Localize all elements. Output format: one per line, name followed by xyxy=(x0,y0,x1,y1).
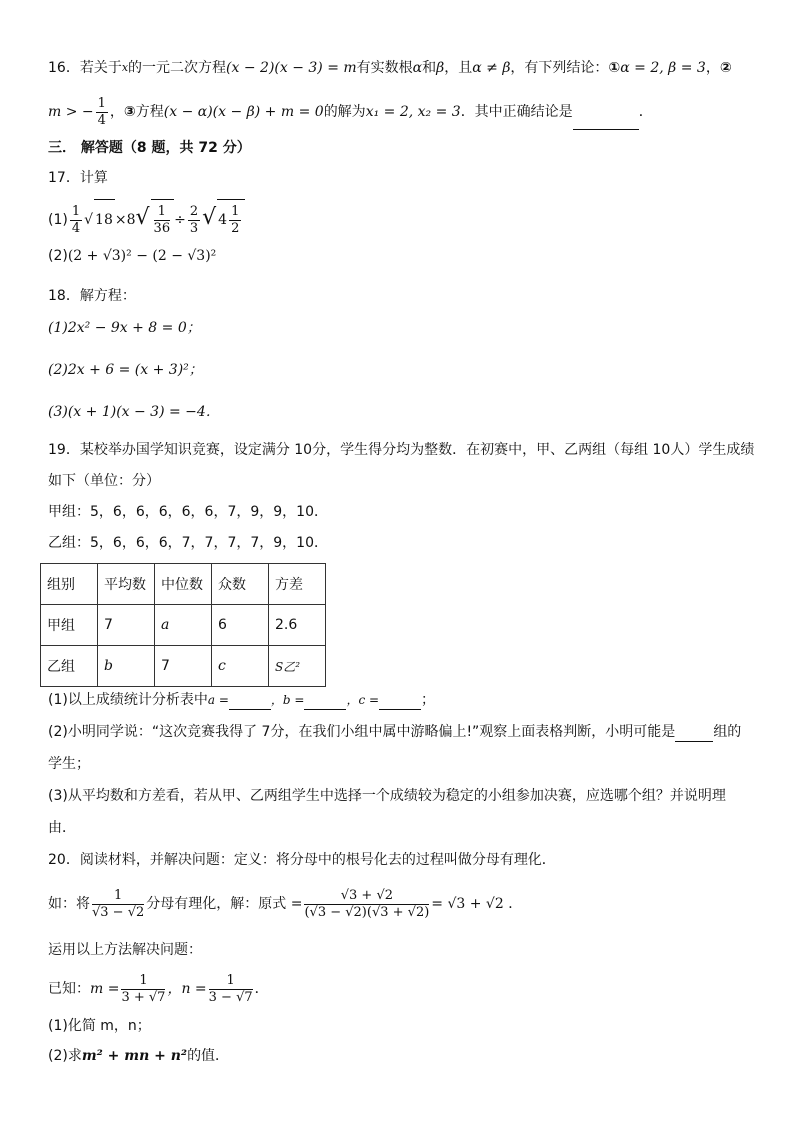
q18-part2: (2)2x + 6 = (x + 3)²； xyxy=(48,362,203,378)
q19-score-table xyxy=(40,563,326,687)
q17-part1-label: (1) xyxy=(48,212,68,228)
q20-intro: 20．阅读材料，并解决问题：定义：将分母中的根号化去的过程叫做分母有理化． xyxy=(48,852,556,868)
q20-m-den: 3 + √7 xyxy=(121,989,166,1005)
q16-number: 16． xyxy=(48,60,80,76)
q17-frac-1 xyxy=(70,204,82,237)
table-cell: c xyxy=(212,646,269,687)
q17-mixed-den: 2 xyxy=(231,220,240,236)
q19-intro-line1: 19．某校举办国学知识竞赛，设定满分 10分，学生得分均为整数．在初赛中，甲、乙两组（每组 10人）学生成绩 xyxy=(48,442,755,458)
q20-m-num: 1 xyxy=(121,973,165,990)
q17-part2 xyxy=(48,246,216,266)
q18-heading: 18．解方程： xyxy=(48,288,136,304)
q16-alpha: α xyxy=(412,60,423,76)
table-cell: 甲组 xyxy=(41,605,98,646)
q16-frac-num: 1 xyxy=(97,95,106,111)
q19-blank-c[interactable] xyxy=(379,709,421,710)
q16-text: 和 xyxy=(422,60,437,76)
table-header-cell: 组别 xyxy=(41,564,98,605)
q16-line1: 16．若关于$^x$的一元二次方程(x − 2)(x − 3) = m有实数根α和β，且α ≠ β，有下列结论：①α = 2, β = 3，② xyxy=(48,60,732,76)
q20-n-frac xyxy=(209,973,253,1006)
table-row xyxy=(41,605,326,646)
q16-period: ． xyxy=(638,104,653,120)
q16-answer-blank[interactable] xyxy=(573,129,639,130)
q20-m-frac xyxy=(121,973,165,1006)
table-header-cell: 方差 xyxy=(269,564,326,605)
q19-part3-cont: 由． xyxy=(48,820,76,836)
q17-frac-3 xyxy=(188,204,200,237)
q20-example-den-2: (√3 − √2)(√3 + √2) xyxy=(304,904,430,920)
table-cell: a xyxy=(155,605,212,646)
q20-example-text: 分母有理化，解：原式 = xyxy=(146,896,303,912)
q17-frac-1-den: 4 xyxy=(71,220,81,236)
table-header-cell: 众数 xyxy=(212,564,269,605)
q19-part2-text: (2)小明同学说：“这次竞赛我得了 7分，在我们小组中属中游略偏上!”观察上面表格判断，小明可能是 xyxy=(48,724,676,740)
q16-conclusion-3-equation: (x − α)(x − β) + m = 0 xyxy=(163,104,324,120)
q19-blank-b[interactable] xyxy=(304,709,346,710)
q16-neq: α ≠ β xyxy=(472,60,511,76)
table-row xyxy=(41,646,326,687)
q16-text: 的解为 xyxy=(323,104,366,120)
table-header-cell: 中位数 xyxy=(155,564,212,605)
q20-apply: 运用以上方法解决问题： xyxy=(48,942,202,958)
table-cell: 2.6 xyxy=(269,605,326,646)
table-cell: 7 xyxy=(98,605,155,646)
q20-example-den: √3 − √2 xyxy=(92,904,145,920)
q16-conclusion-3-solution: x₁ = 2, x₂ = 3 xyxy=(365,104,461,120)
q19-intro-line2: 如下（单位：分） xyxy=(48,473,160,489)
table-header-cell: 平均数 xyxy=(98,564,155,605)
q17-frac-1-num: 1 xyxy=(71,203,81,219)
q16-text: 的一元二次方程 xyxy=(128,60,227,76)
q20-n-lhs: ，n = xyxy=(167,981,207,997)
q17-frac-2-num: 1 xyxy=(154,204,171,221)
q20-example-frac-2 xyxy=(304,888,429,921)
q20-example-result: = √3 + √2 ． xyxy=(431,896,523,912)
q19-part3: (3)从平均数和方差看，若从甲、乙两组学生中选择一个成绩较为稳定的小组参加决赛，应选哪个组？并说明理 xyxy=(48,788,726,804)
q17-radical-18: 18 xyxy=(94,199,115,240)
q20-example-text: 如：将 xyxy=(48,896,90,912)
q17-frac-3-num: 2 xyxy=(189,203,199,219)
q19-blank-group[interactable] xyxy=(675,741,713,742)
table-cell: 乙组 xyxy=(41,646,98,687)
q19-part2 xyxy=(48,722,741,742)
q16-text: ．其中正确结论是 xyxy=(460,104,573,120)
q17-times: ×8 xyxy=(114,212,136,228)
q16-line2: m > − $\frac{1}{4}$ ，③方程(x − α)(x − β) + m = 0的解为x₁ = 2, x₂ = 3．其中正确结论是 ． xyxy=(48,94,653,130)
q17-mixed-num: 1 xyxy=(231,203,240,219)
q16-frac-den: 4 xyxy=(97,112,106,128)
table-cell: 7 xyxy=(155,646,212,687)
q20-known-end: ． xyxy=(254,981,269,997)
q17-mixed-int: 4 xyxy=(218,212,228,228)
q17-divide: ÷ xyxy=(174,212,186,228)
q19-part1-text: (1)以上成绩统计分析表中 xyxy=(48,692,208,708)
q20-example-num-2: √3 + √2 xyxy=(304,888,429,905)
q17-frac-3-den: 3 xyxy=(189,220,199,236)
q20-part2-expression: m² + mn + n² xyxy=(81,1048,188,1064)
q16-conclusion-2: m > − xyxy=(48,104,94,120)
q20-example-num: 1 xyxy=(92,888,144,905)
q19-part2-cont: 学生； xyxy=(48,756,90,772)
q20-part1: (1)化简 m，n； xyxy=(48,1018,151,1034)
q16-text: ，且 xyxy=(444,60,473,76)
q16-text: 有实数根 xyxy=(356,60,413,76)
q20-n-den: 3 − √7 xyxy=(208,989,253,1005)
q16-text: ，有下列结论： xyxy=(510,60,609,76)
q19-label-b: ，b = xyxy=(270,693,305,707)
q17-heading: 17．计算 xyxy=(48,170,108,186)
q20-part2 xyxy=(48,1046,229,1066)
q19-group-a-scores: 甲组：5，6，6，6，6，6，7，9，9，10． xyxy=(48,504,328,520)
q19-group-b-scores: 乙组：5，6，6，6，7，7，7，7，9，10． xyxy=(48,535,328,551)
q16-text: 若关于 xyxy=(79,60,122,76)
table-cell: b xyxy=(98,646,155,687)
q17-part2-expression: (2 + √3)² − (2 − √3)² xyxy=(67,248,217,264)
table-header-row xyxy=(41,564,326,605)
q20-example-frac xyxy=(92,888,144,921)
q17-part2-label: (2) xyxy=(48,248,68,264)
q17-mixed-frac xyxy=(229,204,241,237)
q20-part2-end: 的值． xyxy=(187,1048,230,1064)
q16-var-x: x xyxy=(121,61,129,74)
q17-frac-2-den: 36 xyxy=(153,220,171,236)
q19-part1 xyxy=(48,690,435,710)
q16-beta: β xyxy=(436,60,445,76)
q19-label-a: a = xyxy=(207,693,229,707)
q20-known-label: 已知： xyxy=(48,981,90,997)
q18-part1: (1)2x² − 9x + 8 = 0； xyxy=(48,320,201,336)
q20-m-lhs: m = xyxy=(90,981,120,997)
q16-equation: (x − 2)(x − 3) = m xyxy=(226,60,357,76)
table-cell: S乙² xyxy=(269,646,326,687)
q16-conclusion-2-mark: ② xyxy=(719,60,732,76)
q19-blank-a[interactable] xyxy=(229,709,271,710)
table-cell: 6 xyxy=(212,605,269,646)
q20-n-num: 1 xyxy=(209,973,253,990)
q18-part3: (3)(x + 1)(x − 3) = −4． xyxy=(48,404,220,420)
q16-conclusion-1-mark: ① xyxy=(608,60,621,76)
q16-text: 方程 xyxy=(135,104,164,120)
q20-known xyxy=(48,968,269,1010)
section-3-title: 三． 解答题（8 题，共 72 分） xyxy=(48,140,251,156)
q16-fraction xyxy=(96,96,108,129)
q19-label-c: ，c = xyxy=(346,693,380,707)
q16-conclusion-1: α = 2, β = 3 xyxy=(620,60,706,76)
q20-example xyxy=(48,882,522,926)
q19-part1-end: ； xyxy=(421,692,436,708)
q16-conclusion-3-mark: ③ xyxy=(123,104,136,120)
q20-part2-text: (2)求 xyxy=(48,1048,82,1064)
q17-frac-2 xyxy=(154,204,171,237)
q17-part1: (1) $\frac{1}{4}$ √ 18 ×8√ $\frac{1}{36}$ ÷ $\frac{2}{3}$ √ 4 $\frac{1}{2}$ xyxy=(48,198,245,240)
q19-part2-text: 组的 xyxy=(713,724,742,740)
